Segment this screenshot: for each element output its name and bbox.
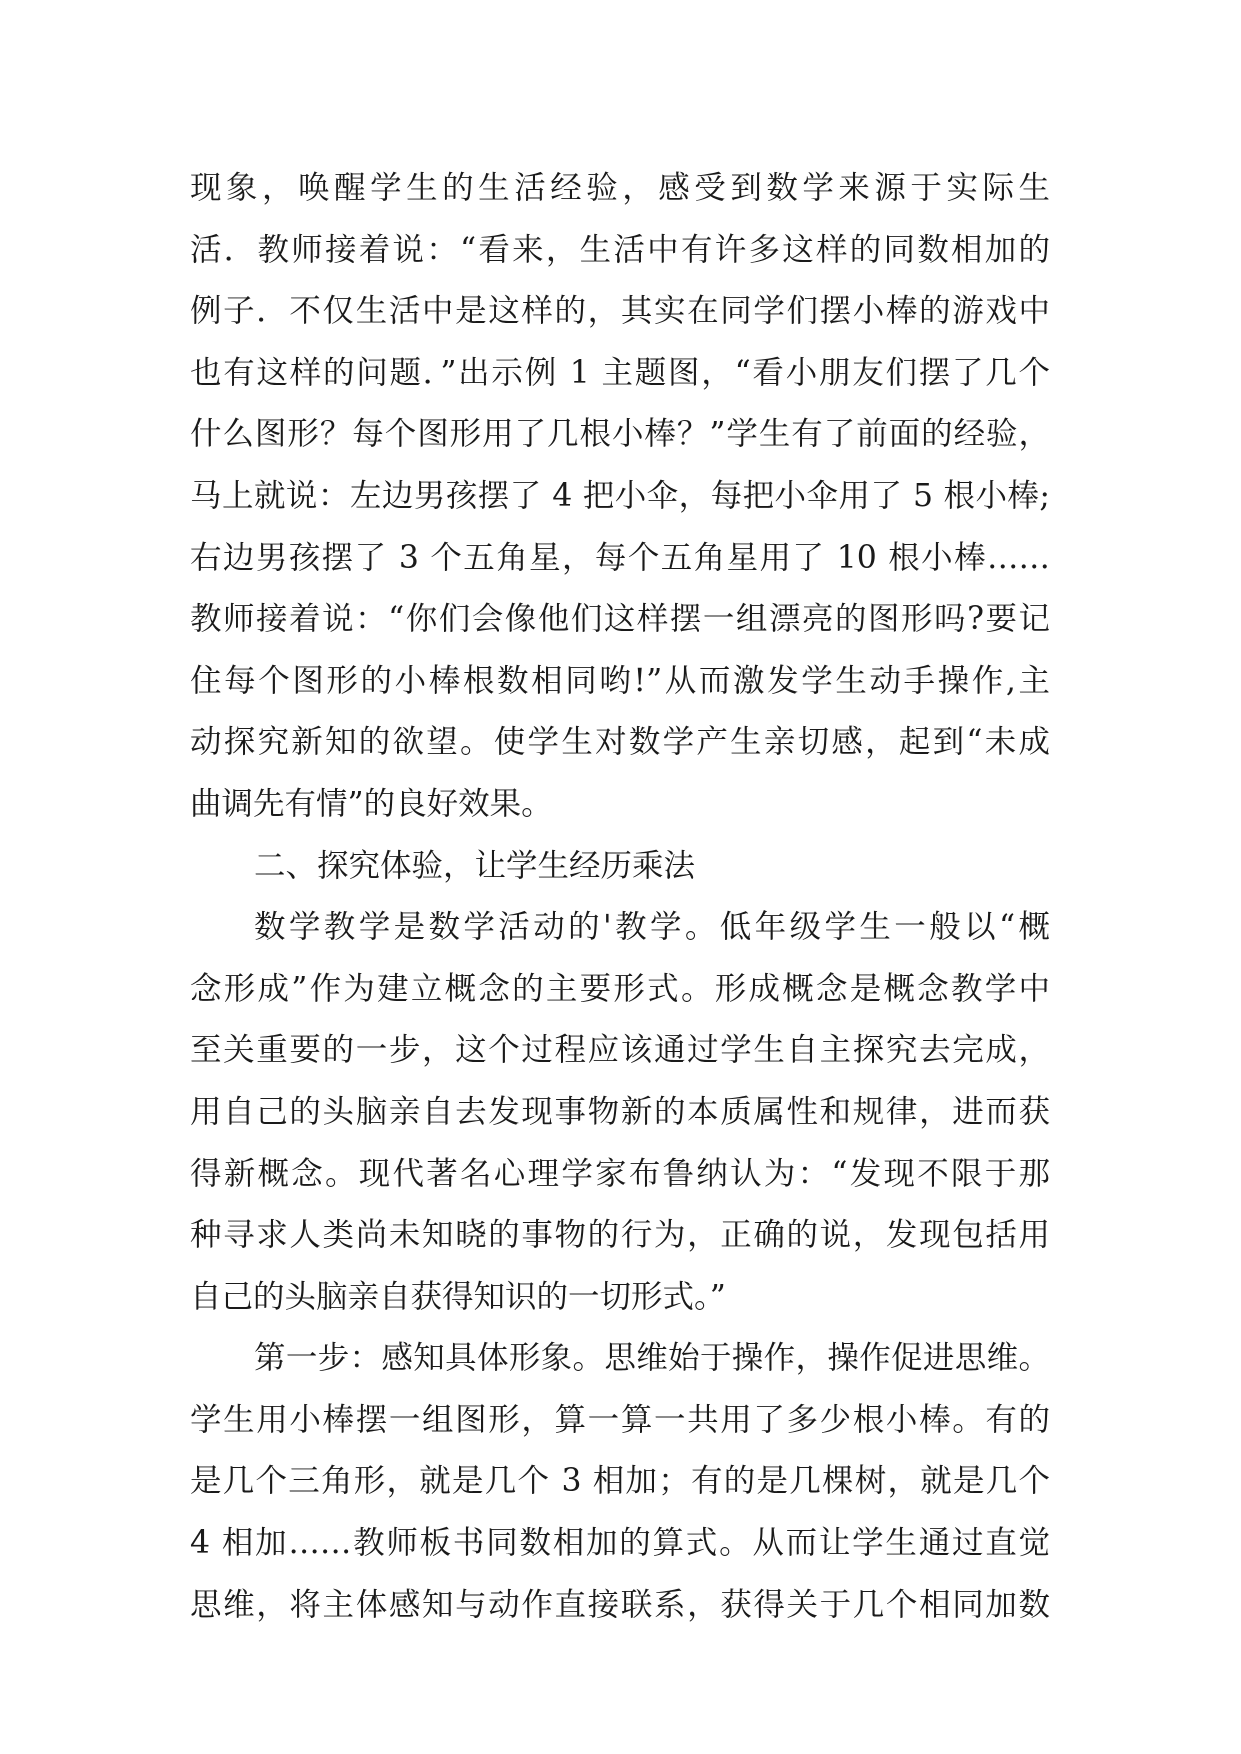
text-line: 学生用小棒摆一组图形，算一算一共用了多少根小棒。有的 (190, 1401, 1050, 1438)
body-text (190, 158, 1050, 1636)
text-line: 曲调先有情”的良好效果。 (190, 785, 553, 822)
text-line: 自己的头脑亲自获得知识的一切形式。” (190, 1278, 726, 1315)
text-line: 马上就说：左边男孩摆了 4 把小伞，每把小伞用了 5 根小棒; (190, 477, 1050, 514)
text-line: 数学教学是数学活动的'教学。低年级学生一般以“概 (254, 909, 1050, 946)
text-line: 第一步：感知具体形象。思维始于操作，操作促进思维。 (254, 1340, 1050, 1377)
text-line: 念形成”作为建立概念的主要形式。形成概念是概念教学中 (190, 970, 1050, 1007)
text-line: 4 相加……教师板书同数相加的算式。从而让学生通过直觉 (190, 1525, 1050, 1562)
text-line: 种寻求人类尚未知晓的事物的行为，正确的说，发现包括用 (190, 1217, 1050, 1254)
text-line: 活．教师接着说：“看来，生活中有许多这样的同数相加的 (190, 231, 1050, 268)
text-line: 住每个图形的小棒根数相同哟!”从而激发学生动手操作,主 (190, 662, 1050, 699)
text-line: 例子．不仅生活中是这样的，其实在同学们摆小棒的游戏中 (190, 293, 1050, 330)
text-line: 动探究新知的欲望。使学生对数学产生亲切感，起到“未成 (190, 724, 1050, 761)
text-line: 教师接着说：“你们会像他们这样摆一组漂亮的图形吗?要记 (190, 601, 1050, 638)
text-line: 思维，将主体感知与动作直接联系，获得关于几个相同加数 (190, 1586, 1050, 1623)
text-line: 用自己的头脑亲自去发现事物新的本质属性和规律，进而获 (190, 1093, 1050, 1130)
section-heading: 二、探究体验，让学生经历乘法 (254, 847, 696, 884)
text-line: 也有这样的问题．”出示例 1 主题图，“看小朋友们摆了几个 (190, 354, 1050, 391)
text-line: 得新概念。现代著名心理学家布鲁纳认为：“发现不限于那 (190, 1155, 1050, 1192)
text-line: 什么图形？每个图形用了几根小棒？”学生有了前面的经验， (190, 416, 1050, 453)
text-line: 是几个三角形，就是几个 3 相加；有的是几棵树，就是几个 (190, 1463, 1050, 1500)
text-line: 现象，唤醒学生的生活经验，感受到数学来源于实际生 (190, 170, 1050, 206)
text-line: 至关重要的一步，这个过程应该通过学生自主探究去完成， (190, 1032, 1050, 1069)
text-line: 右边男孩摆了 3 个五角星，每个五角星用了 10 根小棒…… (190, 539, 1050, 576)
